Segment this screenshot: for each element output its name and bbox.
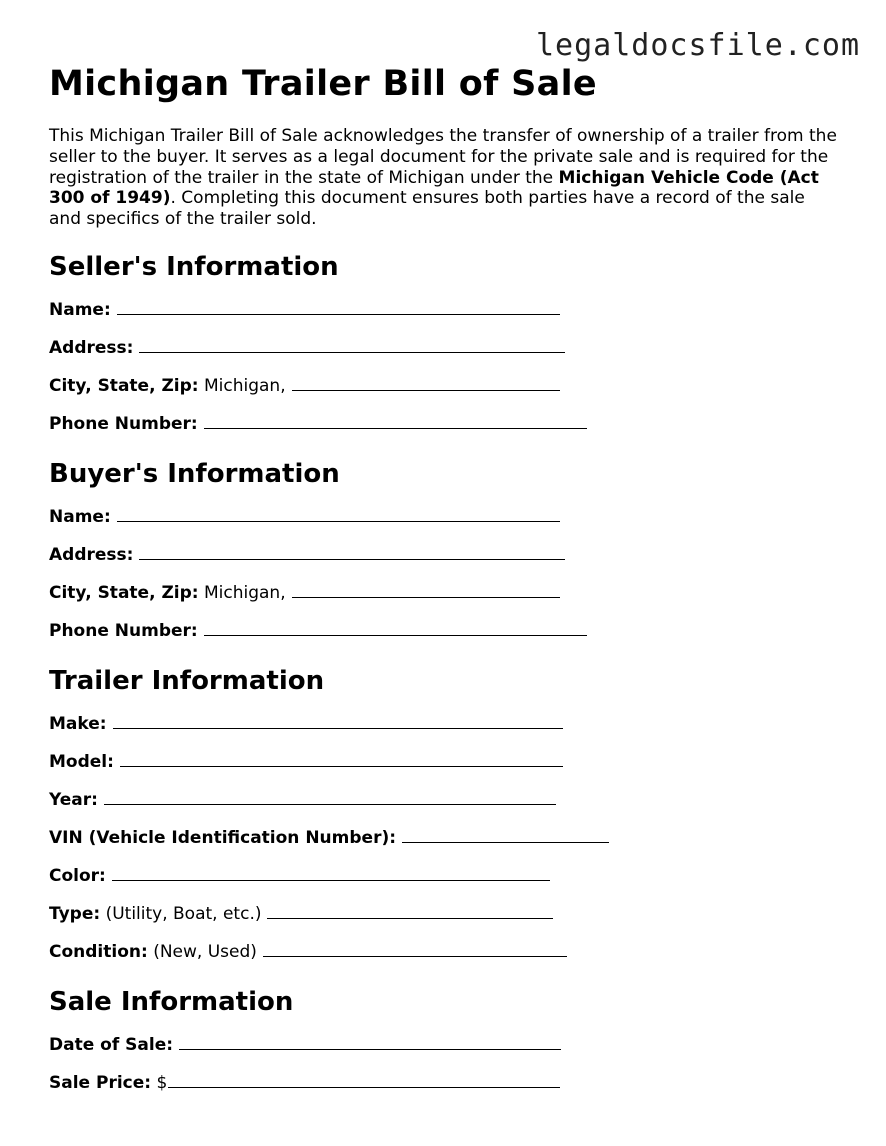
buyer-address-input[interactable] [139, 545, 565, 560]
trailer-year-label: Year: [49, 789, 98, 810]
trailer-make-label: Make: [49, 713, 107, 734]
trailer-type-field [49, 903, 839, 925]
seller-name-input[interactable] [117, 300, 560, 315]
trailer-type-label: Type: [49, 903, 101, 924]
seller-city-field [49, 375, 839, 397]
trailer-heading: Trailer Information [49, 665, 325, 696]
sale-heading: Sale Information [49, 986, 294, 1017]
sale-date-field [49, 1034, 839, 1056]
intro-text-2: . Completing this document ensures both parties have a record of the sale and specifics of the trailer sold. [49, 188, 805, 230]
trailer-vin-field [49, 827, 839, 849]
trailer-make-field [49, 713, 839, 735]
buyer-heading: Buyer's Information [49, 458, 340, 489]
buyer-city-field [49, 582, 839, 604]
buyer-address-label: Address: [49, 544, 134, 565]
buyer-city-label: City, State, Zip: [49, 582, 199, 603]
trailer-type-input[interactable] [267, 904, 553, 919]
trailer-year-field [49, 789, 839, 811]
sale-price-label: Sale Price: [49, 1072, 152, 1093]
page-title: Michigan Trailer Bill of Sale [49, 64, 597, 104]
trailer-color-label: Color: [49, 865, 106, 886]
buyer-state-prefill: Michigan, [203, 582, 286, 603]
sale-price-input[interactable] [168, 1073, 560, 1088]
trailer-year-input[interactable] [104, 790, 556, 805]
intro-paragraph [49, 126, 839, 230]
buyer-name-input[interactable] [117, 507, 560, 522]
sale-date-input[interactable] [179, 1035, 561, 1050]
seller-address-input[interactable] [139, 338, 565, 353]
buyer-city-input[interactable] [292, 583, 560, 598]
sale-date-label: Date of Sale: [49, 1034, 174, 1055]
document-body [49, 60, 839, 1094]
seller-state-prefill: Michigan, [203, 375, 286, 396]
trailer-vin-input[interactable] [402, 828, 609, 843]
trailer-condition-label: Condition: [49, 941, 148, 962]
trailer-color-input[interactable] [112, 866, 550, 881]
sale-price-field [49, 1072, 839, 1094]
trailer-vin-label: VIN (Vehicle Identification Number): [49, 827, 397, 848]
intro-text-1: This Michigan Trailer Bill of Sale acknowledges the transfer of ownership of a trailer from the seller to the buyer. It serves as a legal document for the private sale and is required for the registration of the trailer in the state of Michigan under the [49, 126, 837, 188]
trailer-condition-field [49, 941, 839, 963]
buyer-phone-field [49, 620, 839, 642]
seller-phone-field [49, 413, 839, 435]
intro-law-reference: Michigan Vehicle Code (Act 300 of 1949) [49, 167, 819, 209]
trailer-model-field [49, 751, 839, 773]
seller-name-field [49, 299, 839, 321]
seller-heading: Seller's Information [49, 251, 339, 282]
buyer-phone-input[interactable] [204, 621, 587, 636]
trailer-condition-hint: (New, Used) [153, 941, 257, 962]
buyer-address-field [49, 544, 839, 566]
buyer-name-field [49, 506, 839, 528]
seller-name-label: Name: [49, 299, 111, 320]
buyer-name-label: Name: [49, 506, 111, 527]
watermark: legaldocsfile.com [535, 28, 860, 63]
trailer-condition-input[interactable] [263, 942, 567, 957]
sale-price-prefix: $ [156, 1072, 168, 1093]
seller-phone-input[interactable] [204, 414, 587, 429]
trailer-model-label: Model: [49, 751, 114, 772]
trailer-make-input[interactable] [113, 714, 563, 729]
buyer-phone-label: Phone Number: [49, 620, 198, 641]
seller-address-label: Address: [49, 337, 134, 358]
seller-city-input[interactable] [292, 376, 560, 391]
seller-phone-label: Phone Number: [49, 413, 198, 434]
seller-city-label: City, State, Zip: [49, 375, 199, 396]
trailer-model-input[interactable] [120, 752, 563, 767]
trailer-color-field [49, 865, 839, 887]
seller-address-field [49, 337, 839, 359]
trailer-type-hint: (Utility, Boat, etc.) [105, 903, 262, 924]
